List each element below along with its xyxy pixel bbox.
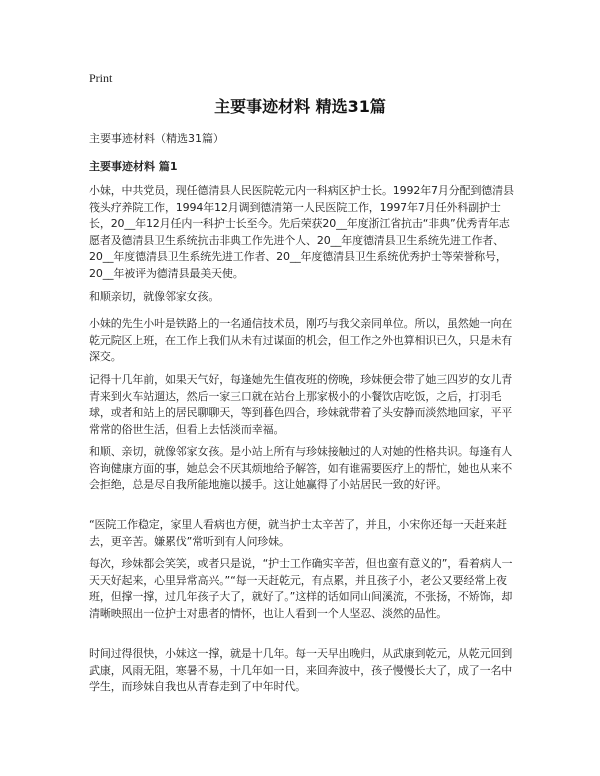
paragraph: “医院工作稳定，家里人看病也方便，就当护士太辛苦了，并且，小宋你还每一天赶来赶去，更辛苦。嫌累伐”常听到有人问珍妹。 — [89, 518, 507, 548]
paragraph: 和顺亲切，就像邻家女孩。 — [89, 290, 220, 303]
print-link[interactable]: Print — [89, 71, 113, 85]
page-title: 主要事迹材料 精选31篇 — [214, 97, 386, 116]
document-subtitle: 主要事迹材料（精选31篇） — [89, 132, 224, 145]
paragraph: 小妹的先生小叶是铁路上的一名通信技术员，刚巧与我父亲同单位。所以，虽然她一向在乾元院区上班，在工作上我们从未有过谋面的机会，但工作之外也算相识已久，只是未有深交。 — [89, 317, 513, 364]
paragraph: 和顺、亲切，就像邻家女孩。是小站上所有与珍妹接触过的人对她的性格共识。每逢有人咨询健康方面的事，她总会不厌其烦地给予解答，如有谁需要医疗上的帮忙，她也从来不会拒绝，总是尽自我所能地施以援手。这让她赢得了小站居民一致的好评。 — [89, 445, 513, 492]
paragraph: 小妹，中共党员，现任德清县人民医院乾元内一科病区护士长。1992年7月分配到德清县筏头疗养院工作，1994年12月调到德清第一人民医院工作，1997年7月任外科副护士长，20__年12月任内一科护士长至今。先后荣获20__年度浙江省抗击“非典”优秀青年志愿者及德清县卫生系统抗击非典工作先进个人、20__年度德清县卫生系统先进工作者、20__年度德清县卫生系统先进工作者、20__年度德清县卫生系统优秀护士等荣誉称号，20__年被评为德清县最美天使。 — [89, 184, 514, 280]
paragraph: 记得十几年前，如果天气好，每逢她先生值夜班的傍晚，珍妹便会带了她三四岁的女儿青青来到火车站遛达，然后一家三口就在站台上那家极小的小餐饮店吃饭，之后，打羽毛球，或者和站上的居民聊聊天，等到暮色四合，珍妹就带着了头安静而淡然地回家，平平常常的俗世生活，但看上去恬淡而幸福。 — [89, 373, 513, 436]
paragraph: 时间过得很快，小妹这一撑，就是十几年。每一天早出晚归，从武康到乾元，从乾元回到武康，风雨无阻，寒暑不易，十几年如一日，来回奔波中，孩子慢慢长大了，成了一名中学生，而珍妹自我也从青春走到了中年时代。 — [89, 647, 513, 694]
section-heading: 主要事迹材料 篇1 — [89, 160, 178, 173]
paragraph: 每次，珍妹都会笑笑，或者只是说，“护士工作确实辛苦，但也蛮有意义的”，看着病人一天天好起来，心里异常高兴。”“每一天赶乾元，有点累，并且孩子小，老公又要经常上夜班，但撑一撑，过几年孩子大了，就好了。”这样的话如同山间溪流，不张扬，不矫饰，却清晰映照出一位护士对患者的情怀，也让人看到一个人坚忍、淡然的品性。 — [89, 557, 513, 620]
